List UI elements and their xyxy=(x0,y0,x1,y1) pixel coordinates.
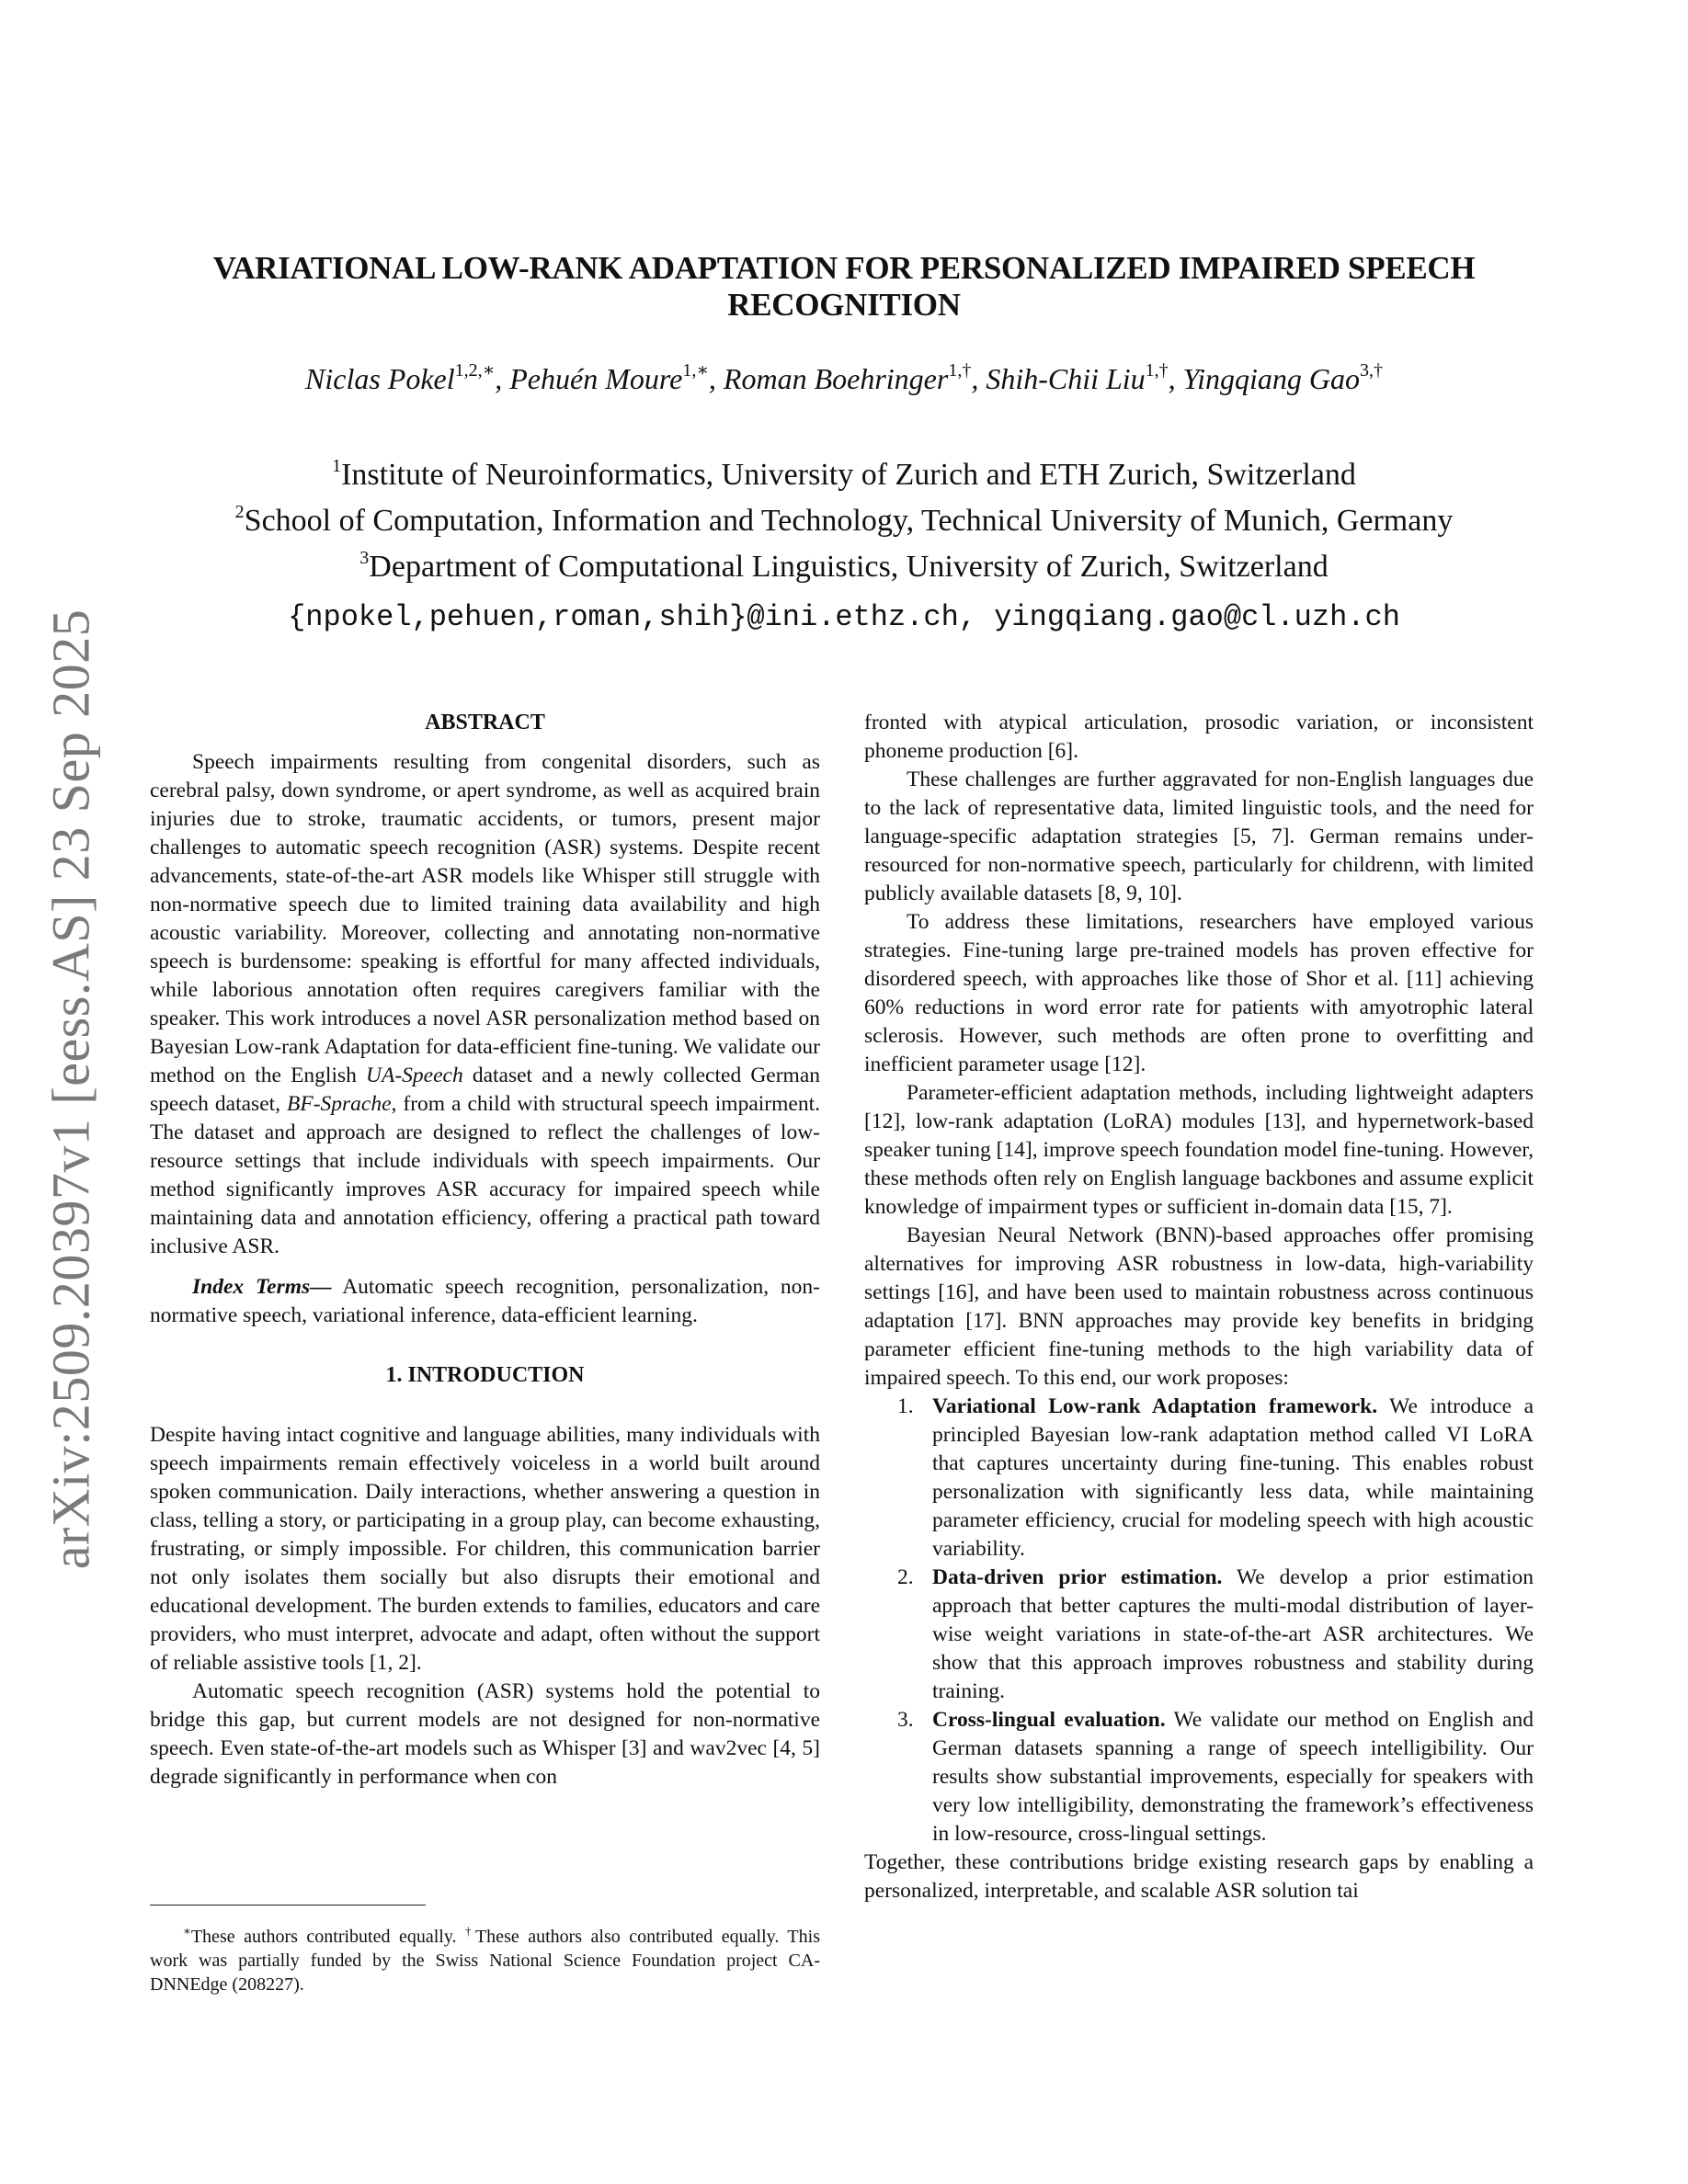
author-name: Yingqiang Gao xyxy=(1182,362,1360,395)
footnote-mark-dagger: † xyxy=(465,1924,475,1938)
contribution-item xyxy=(897,1706,1534,1848)
intro-paragraph: Automatic speech recognition (ASR) systems hold the potential to bridge this gap, but current models are not designed for non-normative speech. Even state-of-the-art models such as Whisper [3] and wav2vec [4, 5] degrade significantly in performance when con xyxy=(150,1679,820,1789)
affiliation-1 xyxy=(165,457,1523,494)
footnote-text: These authors contributed equally. xyxy=(190,1927,465,1947)
affiliation-mark: 2 xyxy=(234,502,245,522)
affiliation-mark: 3 xyxy=(359,548,370,568)
title-line-2: RECOGNITION xyxy=(727,287,961,323)
contributions-list xyxy=(864,1393,1534,1848)
title-line-1: VARIATIONAL LOW-RANK ADAPTATION FOR PERSONALIZED IMPAIRED SPEECH xyxy=(212,250,1476,286)
contribution-number: 3. xyxy=(897,1708,914,1732)
intro-paragraph: fronted with atypical articulation, prosodic variation, or inconsistent phoneme production [6]. xyxy=(864,711,1534,763)
left-column xyxy=(150,709,820,1792)
contribution-text: We introduce a principled Bayesian low-rank adaptation method called VI LoRA that captures uncertainty during fine-tuning. This enables robust personalization with significantly less data, while maintaining parameter efficiency, crucial for modeling speech with high acoustic variability. xyxy=(932,1394,1534,1561)
arxiv-stamp-text: arXiv:2509.20397v1 [eess.AS] 23 Sep 2025 xyxy=(40,609,101,1570)
intro-paragraph: Despite having intact cognitive and language abilities, many individuals with speech impairments remain effectively voiceless in a world built around spoken communication. Daily interactions, whether answering a question in class, telling a story, or participating in a group play, can become exhausting, frustrating, or simply impossible. For children, this communication barrier not only isolates them socially but also disrupts their emotional and educational development. The burden extends to families, educators and care providers, who must interpret, advocate and adapt, often without the support of reliable assistive tools [1, 2]. xyxy=(150,1423,820,1675)
affiliation-text: Institute of Neuroinformatics, University of Zurich and ETH Zurich, Switzerland xyxy=(341,458,1356,492)
footnote-text: These authors also contributed equally. This work was partially funded by the Swiss National Science Foundation project CA-DNNEdge (208227). xyxy=(150,1927,820,1995)
index-terms-label: Index Terms— xyxy=(192,1275,332,1299)
contribution-number: 1. xyxy=(897,1394,914,1418)
introduction-heading: 1. INTRODUCTION xyxy=(385,1363,585,1387)
footnote xyxy=(150,1925,820,1996)
index-terms xyxy=(150,1273,820,1330)
author-name: Pehuén Moure xyxy=(509,362,683,395)
contribution-item xyxy=(897,1564,1534,1706)
contribution-item xyxy=(897,1393,1534,1564)
contribution-title: Data-driven prior estimation. xyxy=(932,1565,1223,1589)
footnote-mark-equal: ∗ xyxy=(183,1924,191,1938)
author-marks: 1,∗ xyxy=(682,360,709,381)
arxiv-stamp xyxy=(39,588,103,1590)
intro-paragraph: These challenges are further aggravated for non-English languages due to the lack of representative data, limited linguistic tools, and the need for language-specific adaptation strategies [5, 7]. German remains under-resourced for non-normative speech, particularly for childrenn, with limited publicly available datasets [8, 9, 10]. xyxy=(864,768,1534,905)
contribution-text: We validate our method on English and German datasets spanning a range of speech intelligibility. Our results show substantial improvements, especially for speakers with very low intelligibility, demonstrating the framework’s effectiveness in low-resource, cross-lingual settings. xyxy=(932,1708,1534,1846)
author-list: Niclas Pokel$^{1,2,∗}$, Pehuén Moure$^{1,∗}$, Roman Boehringer$^{1,\dagger}$, Shih-Chii Liu$^{1,\dagger}$, Yingqiang Gao$^{3,\dagger}$ xyxy=(305,360,1383,395)
author-marks: 1,† xyxy=(1145,360,1169,381)
intro-paragraph: Parameter-efficient adaptation methods, including lightweight adapters [12], low-rank adaptation (LoRA) modules [13], and hypernetwork-based speaker tuning [14], improve speech foundation model fine-tuning. However, these methods often rely on English language backbones and assume explicit knowledge of impairment types or sufficient in-domain data [15, 7]. xyxy=(864,1081,1534,1219)
right-column xyxy=(864,709,1534,1905)
paper-title xyxy=(165,250,1523,324)
affiliation-2 xyxy=(165,503,1523,540)
author-name: Shih-Chii Liu xyxy=(986,362,1146,395)
dataset-name-ua-speech: UA-Speech xyxy=(366,1064,463,1087)
intro-paragraph: To address these limitations, researchers have employed various strategies. Fine-tuning large pre-trained models has proven effective for disordered speech, with approaches like those of Shor et al. [11] achieving 60% reductions in word error rate for patients with amyotrophic lateral sclerosis. However, such methods are often prone to overfitting and inefficient parameter usage [12]. xyxy=(864,910,1534,1076)
author-emails: {npokel,pehuen,roman,shih}@ini.ethz.ch, yingqiang.gao@cl.uzh.ch xyxy=(288,600,1400,634)
index-terms-text: Automatic speech recognition, personalization, non-normative speech, variational inference, data-efficient learning. xyxy=(150,1275,821,1327)
affiliation-mark: 1 xyxy=(332,456,342,476)
dataset-name-bf-sprache: BF-Sprache xyxy=(287,1092,392,1116)
author-marks: 3,† xyxy=(1359,360,1383,381)
author-name: Niclas Pokel xyxy=(305,362,455,395)
affiliation-text: School of Computation, Information and Technology, Technical University of Munich, Germany xyxy=(244,504,1454,538)
author-marks: 1,† xyxy=(948,360,972,381)
contribution-number: 2. xyxy=(897,1565,914,1589)
author-marks: 1,2,∗ xyxy=(454,360,496,381)
affiliation-3 xyxy=(165,549,1523,586)
abstract-body: Speech impairments resulting from congenital disorders, such as cerebral palsy, down syndrome, or apert syndrome, as well as acquired brain injuries due to stroke, traumatic accidents, or tumors, present major challenges to automatic speech recognition (ASR) systems. Despite recent advancements, state-of-the-art ASR models like Whisper still struggle with non-normative speech due to limited training data availability and high acoustic variability. Moreover, collecting and annotating non-normative speech is burdensome: speaking is effortful for many affected individuals, while laborious annotation often requires caregivers familiar with the speaker. This work introduces a novel ASR personalization method based on Bayesian Low-rank Adaptation for data-efficient fine-tuning. We validate our method on the English UA-Speech dataset and a newly collected German speech dataset, BF-Sprache, from a child with structural speech impairment. The dataset and approach are designed to reflect the challenges of low-resource settings that include individuals with speech impairments. Our method significantly improves ASR accuracy for impaired speech while maintaining data and annotation efficiency, offering a practical path toward inclusive ASR. xyxy=(150,750,820,1258)
contribution-title: Variational Low-rank Adaptation framework. xyxy=(932,1394,1378,1418)
contribution-title: Cross-lingual evaluation. xyxy=(932,1708,1166,1732)
abstract-heading: ABSTRACT xyxy=(425,711,545,734)
author-name: Roman Boehringer xyxy=(723,362,949,395)
intro-paragraph: Bayesian Neural Network (BNN)-based approaches offer promising alternatives for improving ASR robustness in low-data, high-variability settings [16], and have been used to maintain robustness across continuous adaptation [17]. BNN approaches may provide key benefits in bridging parameter efficient fine-tuning methods to the high variability data of impaired speech. To this end, our work proposes: xyxy=(864,1223,1534,1390)
contribution-text: We develop a prior estimation approach that better captures the multi-modal distribution of layer-wise weight variations in state-of-the-art ASR architectures. We show that this approach improves robustness and stability during training. xyxy=(932,1565,1534,1703)
intro-closing-paragraph: Together, these contributions bridge existing research gaps by enabling a personalized, interpretable, and scalable ASR solution tai xyxy=(864,1850,1534,1903)
affiliation-text: Department of Computational Linguistics, University of Zurich, Switzerland xyxy=(369,550,1329,584)
